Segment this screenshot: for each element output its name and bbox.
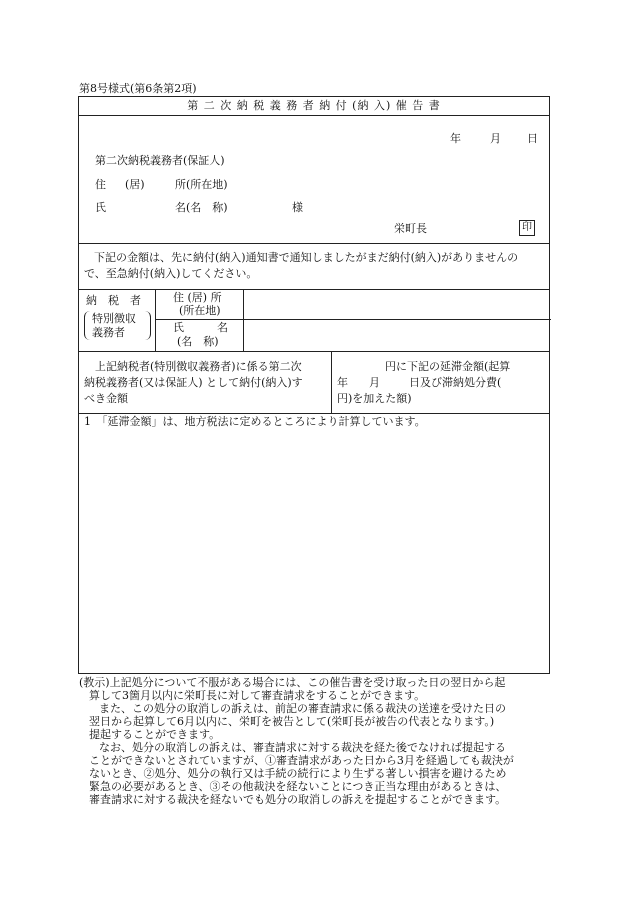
recipient-name-label-1: 氏 <box>95 201 106 214</box>
instruction-p3-line-3: ないとき、②処分、処分の執行又は手続の続行により生ずる著しい損害を避けるため <box>89 767 507 780</box>
issuer-title: 栄町長 <box>394 222 427 235</box>
instruction-section <box>79 676 551 806</box>
special-collector-label-2: 義務者 <box>92 326 125 339</box>
form-number: 第8号様式(第6条第2項) <box>79 82 197 95</box>
amount-right-line-3: 円)を加えた額) <box>337 392 412 405</box>
taxpayer-name-label-2: (名 称) <box>177 335 219 348</box>
amount-bottom-divider <box>79 413 549 414</box>
amount-right-day: 日及び滞納処分費( <box>409 376 502 389</box>
taxpayer-divider <box>79 351 549 352</box>
instruction-p3-line-2: ことができないとされていますが、①審査請求があった日から3月を経過しても裁決が <box>89 754 514 767</box>
taxpayer-address-label-2: (所在地) <box>179 304 221 317</box>
instruction-p3-line-1: なお、処分の取消しの訴えは、審査請求に対する裁決を経た後でなければ提起する <box>99 741 506 754</box>
instruction-p3-line-5: 審査請求に対する裁決を経ないでも処分の取消しの訴えを提起することができます。 <box>89 793 507 806</box>
form-frame <box>78 96 550 674</box>
amount-left-line-2: 納税義務者(又は保証人) として納付(納入)す <box>84 376 303 389</box>
taxpayer-name-label-1: 氏 名 <box>173 321 228 334</box>
amount-right-line-1: 円に下記の延滞金額(起算 <box>385 360 511 373</box>
instruction-p2-line-1: また、この処分の取消しの訴えは、前記の審査請求に係る裁決の送達を受けた日の <box>99 702 506 715</box>
amount-left-line-3: べき金額 <box>84 392 128 405</box>
amount-divider <box>331 351 332 413</box>
date-day-label: 日 <box>527 132 538 145</box>
intro-line-2: で、至急納付(納入)してください。 <box>84 267 258 280</box>
recipient-heading: 第二次納税義務者(保証人) <box>95 154 225 167</box>
amount-right-month: 月 <box>369 376 380 389</box>
header-divider <box>79 243 549 244</box>
instruction-p1-line-1: (教示)上記処分について不服がある場合には、この催告書を受け取った日の翌日から起 <box>79 676 506 689</box>
intro-line-1: 下記の金額は、先に納付(納入)通知書で通知しましたがまだ納付(納入)がありませんの <box>94 251 519 264</box>
taxpayer-field-divider <box>243 289 244 351</box>
date-month-label: 月 <box>490 132 501 145</box>
instruction-p3-line-4: 緊急の必要があるとき、③その他裁決を経ないことにつき正当な理由があるときは、 <box>89 780 507 793</box>
instruction-p2-line-2: 翌日から起算して6月以内に、栄町を被告として(栄町長が被告の代表となります。) <box>89 715 495 728</box>
seal-mark: 印 <box>519 220 535 236</box>
recipient-name-label-2: 名(名 称) <box>175 201 228 214</box>
form-title: 第 二 次 納 税 義 務 者 納 付 (納 入) 催 告 書 <box>187 99 441 112</box>
note-item-1: 1 「延滞金額」は、地方税法に定めるところにより計算しています。 <box>84 415 426 428</box>
amount-left-line-1: 上記納税者(特別徴収義務者)に係る第二次 <box>95 360 302 373</box>
recipient-address-label-3: 所(所在地) <box>175 178 228 191</box>
special-collector-label-1: 特別徴収 <box>92 312 136 325</box>
date-year-label: 年 <box>450 132 461 145</box>
instruction-p2-line-3: 提起することができます。 <box>89 728 221 741</box>
recipient-honorific: 様 <box>292 201 303 214</box>
taxpayer-label: 納 税 者 <box>86 294 141 307</box>
taxpayer-row-divider <box>155 319 551 320</box>
taxpayer-block <box>79 289 551 351</box>
instruction-p1-line-2: 算して3箇月以内に栄町長に対して審査請求をすることができます。 <box>89 689 426 702</box>
amount-right-year: 年 <box>337 376 348 389</box>
recipient-address-label-1: 住 <box>95 178 106 191</box>
taxpayer-address-label-1: 住 (居) 所 <box>173 291 222 304</box>
recipient-address-label-2: (居) <box>125 178 145 191</box>
taxpayer-label-divider <box>155 289 156 351</box>
title-divider <box>79 115 549 116</box>
